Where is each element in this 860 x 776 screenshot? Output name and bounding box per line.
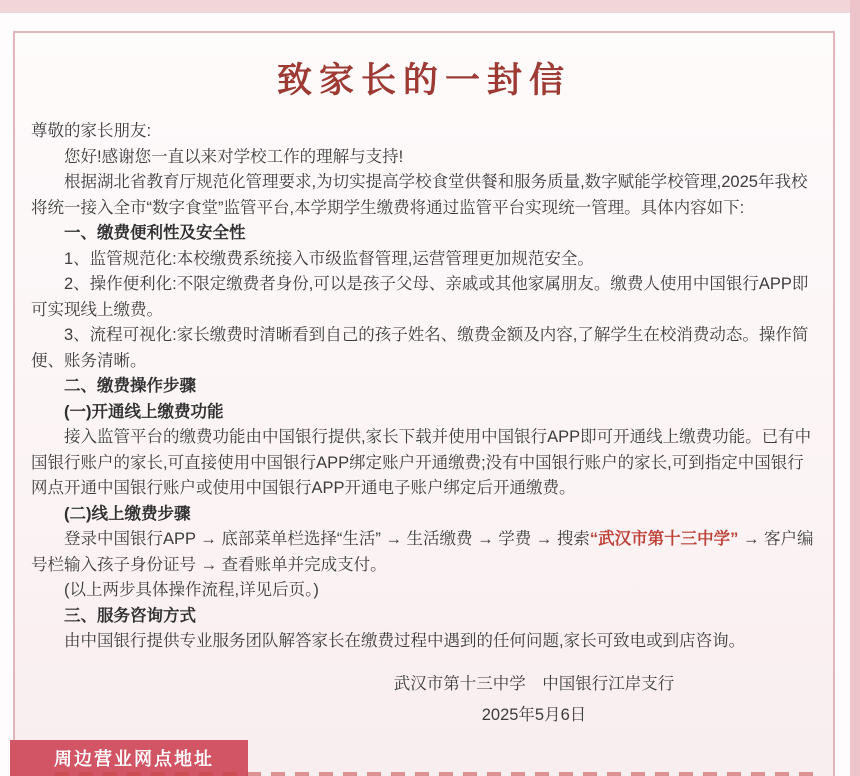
letter-content xyxy=(15,33,833,731)
letter-frame xyxy=(13,31,835,776)
right-pink-band xyxy=(850,0,860,776)
signature-block xyxy=(31,669,817,731)
salutation: 尊敬的家长朋友: xyxy=(31,122,152,140)
section2-sub2-heading: (二)线上缴费步骤 xyxy=(64,504,191,523)
greeting-line: 您好!感谢您一直以来对学校工作的理解与支持! xyxy=(64,147,404,166)
section3-text: 由中国银行提供专业服务团队解答家长在缴费过程中遇到的任何问题,家长可致电或到店咨询。 xyxy=(64,632,746,650)
section2-heading: 二、缴费操作步骤 xyxy=(64,377,196,395)
section1-item1: 1、监管规范化:本校缴费系统接入市级监督管理,运营管理更加规范安全。 xyxy=(64,249,594,268)
section1-item2: 2、操作便利化:不限定缴费者身份,可以是孩子父母、亲戚或其他家属朋友。缴费人使用中国银行APP即可实现线上缴费。 xyxy=(31,275,809,319)
footer-banner-label: 周边营业网点地址 xyxy=(10,740,248,776)
signature-organizations: 武汉市第十三中学 中国银行江岸支行 xyxy=(393,674,675,693)
section2-sub1-heading: (一)开通线上缴费功能 xyxy=(64,402,224,421)
section1-item3: 3、流程可视化:家长缴费时清晰看到自己的孩子姓名、缴费金额及内容,了解学生在校消费动态。操作简便、账务清晰。 xyxy=(31,326,809,370)
section2-note: (以上两步具体操作流程,详见后页。) xyxy=(64,581,319,599)
section3-heading: 三、服务咨询方式 xyxy=(64,606,196,625)
cutoff-text-strip xyxy=(55,772,815,776)
section1-heading: 一、缴费便利性及安全性 xyxy=(64,224,246,242)
top-pink-band xyxy=(0,0,860,13)
school-name-highlight: “武汉市第十三中学” xyxy=(589,530,739,548)
steps-before-text: 登录中国银行APP → 底部菜单栏选择“生活” → 生活缴费 → 学费 → 搜索 xyxy=(64,530,590,548)
intro-paragraph: 根据湖北省教育厅规范化管理要求,为切实提高学校食堂供餐和服务质量,数字赋能学校管理,2025年我校将统一接入全市“数字食堂”监管平台,本学期学生缴费将通过监管平台实现统一管理。具体内容如下: xyxy=(31,173,808,217)
signature-date: 2025年5月6日 xyxy=(481,705,587,724)
steps-after-text: → 客户编号栏输入孩子身份证号 → 查看账单并完成支付。 xyxy=(31,530,814,574)
section2-sub1-text: 接入监管平台的缴费功能由中国银行提供,家长下载并使用中国银行APP即可开通线上缴费功能。已有中国银行账户的家长,可直接使用中国银行APP绑定账户开通缴费;没有中国银行账户的家长,可到指定中国银行网点开通中国银行账户或使用中国银行APP开通电子账户绑定后开通缴费。 xyxy=(31,428,812,497)
section2-sub2-steps xyxy=(31,527,817,578)
letter-title: 致家长的一封信 xyxy=(276,60,571,101)
letter-body xyxy=(31,119,817,655)
